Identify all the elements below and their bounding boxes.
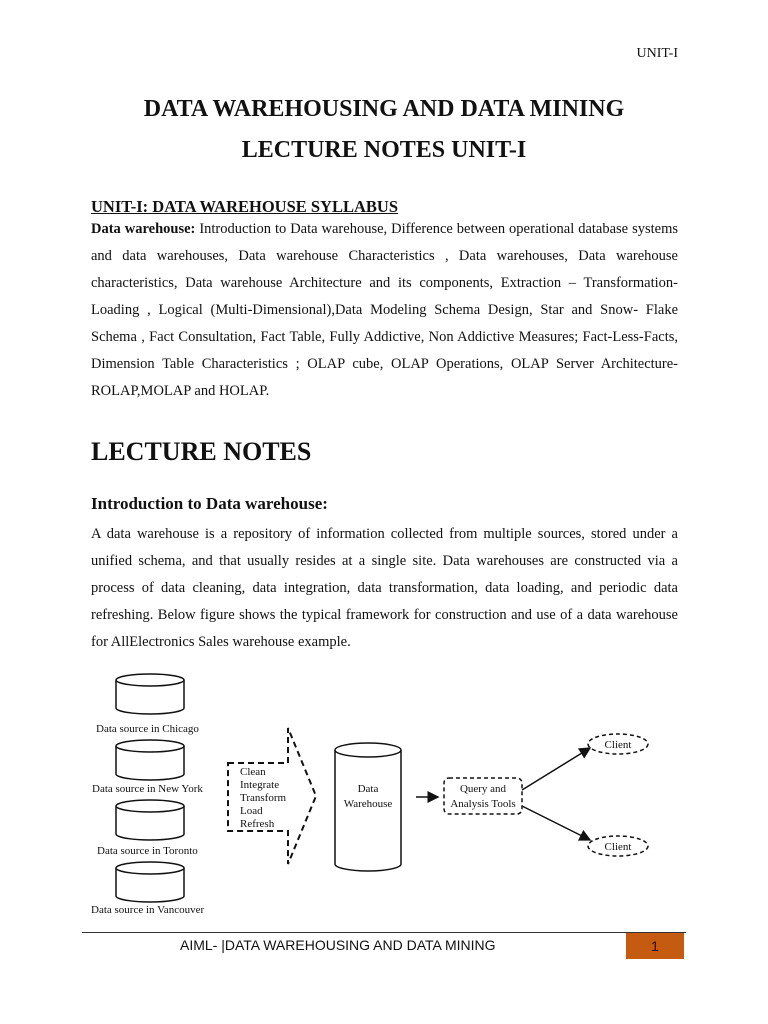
tools-to-client-top-arrow [522, 748, 590, 790]
lecture-notes-heading: LECTURE NOTES [91, 437, 312, 466]
page-number-badge: 1 [626, 933, 684, 959]
tools-label-line1: Query and [459, 783, 507, 795]
syllabus-text: Introduction to Data warehouse, Difference between operational database systems and data warehouses, Data warehouse Characteristics , Data warehouses, Data warehouse characteristics, Data warehouse Architecture and its components, Extraction – Transformation-Loading , Logical (Multi-Dimensional),Data Modeling Schema Design, Star and Snow- Flake Schema , Fact Consultation, Fact Table, Fully Addictive, Non Addictive Measures; Fact-Less-Facts, Dimension Table Characteristics ; OLAP cube, OLAP Operations, OLAP Server Architecture- ROLAP,MOLAP and HOLAP. [91, 221, 678, 399]
process-step-refresh: Refresh [240, 818, 275, 830]
header-unit-label: UNIT-I [636, 46, 678, 61]
intro-heading: Introduction to Data warehouse: [91, 494, 328, 513]
client-bottom-label: Client [604, 841, 632, 853]
syllabus-heading: UNIT-I: DATA WAREHOUSE SYLLABUS [91, 197, 399, 216]
tools-to-client-bottom-arrow [522, 806, 590, 840]
source-cylinder-new-york [116, 740, 184, 780]
source-label-toronto: Data source in Toronto [97, 845, 198, 857]
process-step-integrate: Integrate [240, 779, 280, 791]
document-title: DATA WAREHOUSING AND DATA MINING [143, 96, 625, 122]
syllabus-lead: Data warehouse: [91, 221, 196, 237]
client-top-label: Client [604, 739, 632, 751]
process-step-transform: Transform [240, 792, 287, 804]
source-cylinder-toronto [116, 800, 184, 840]
source-label-vancouver: Data source in Vancouver [91, 904, 205, 916]
document-subtitle: LECTURE NOTES UNIT-I [241, 137, 527, 163]
data-warehouse-framework-diagram [80, 668, 690, 923]
source-cylinder-chicago [116, 674, 184, 714]
tools-label-line2: Analysis Tools [450, 798, 516, 810]
source-label-chicago: Data source in Chicago [96, 723, 199, 735]
warehouse-label-line2: Warehouse [343, 798, 393, 810]
source-label-new-york: Data source in New York [92, 783, 203, 795]
source-cylinder-vancouver [116, 862, 184, 902]
process-step-load: Load [240, 805, 263, 817]
footer-divider [82, 932, 686, 933]
footer-text: AIML- |DATA WAREHOUSING AND DATA MINING [180, 937, 496, 953]
intro-paragraph: A data warehouse is a repository of information collected from multiple sources, stored under a unified schema, and that usually resides at a single site. Data warehouses are constructed via a process of data cleaning, data integration, data transformation, data loading, and periodic data refreshing. Below figure shows the typical framework for construction and use of a data warehouse for AllElectronics Sales warehouse example. [91, 526, 678, 650]
warehouse-label-line1: Data [357, 783, 379, 795]
process-step-clean: Clean [240, 766, 266, 778]
syllabus-paragraph [91, 216, 678, 405]
